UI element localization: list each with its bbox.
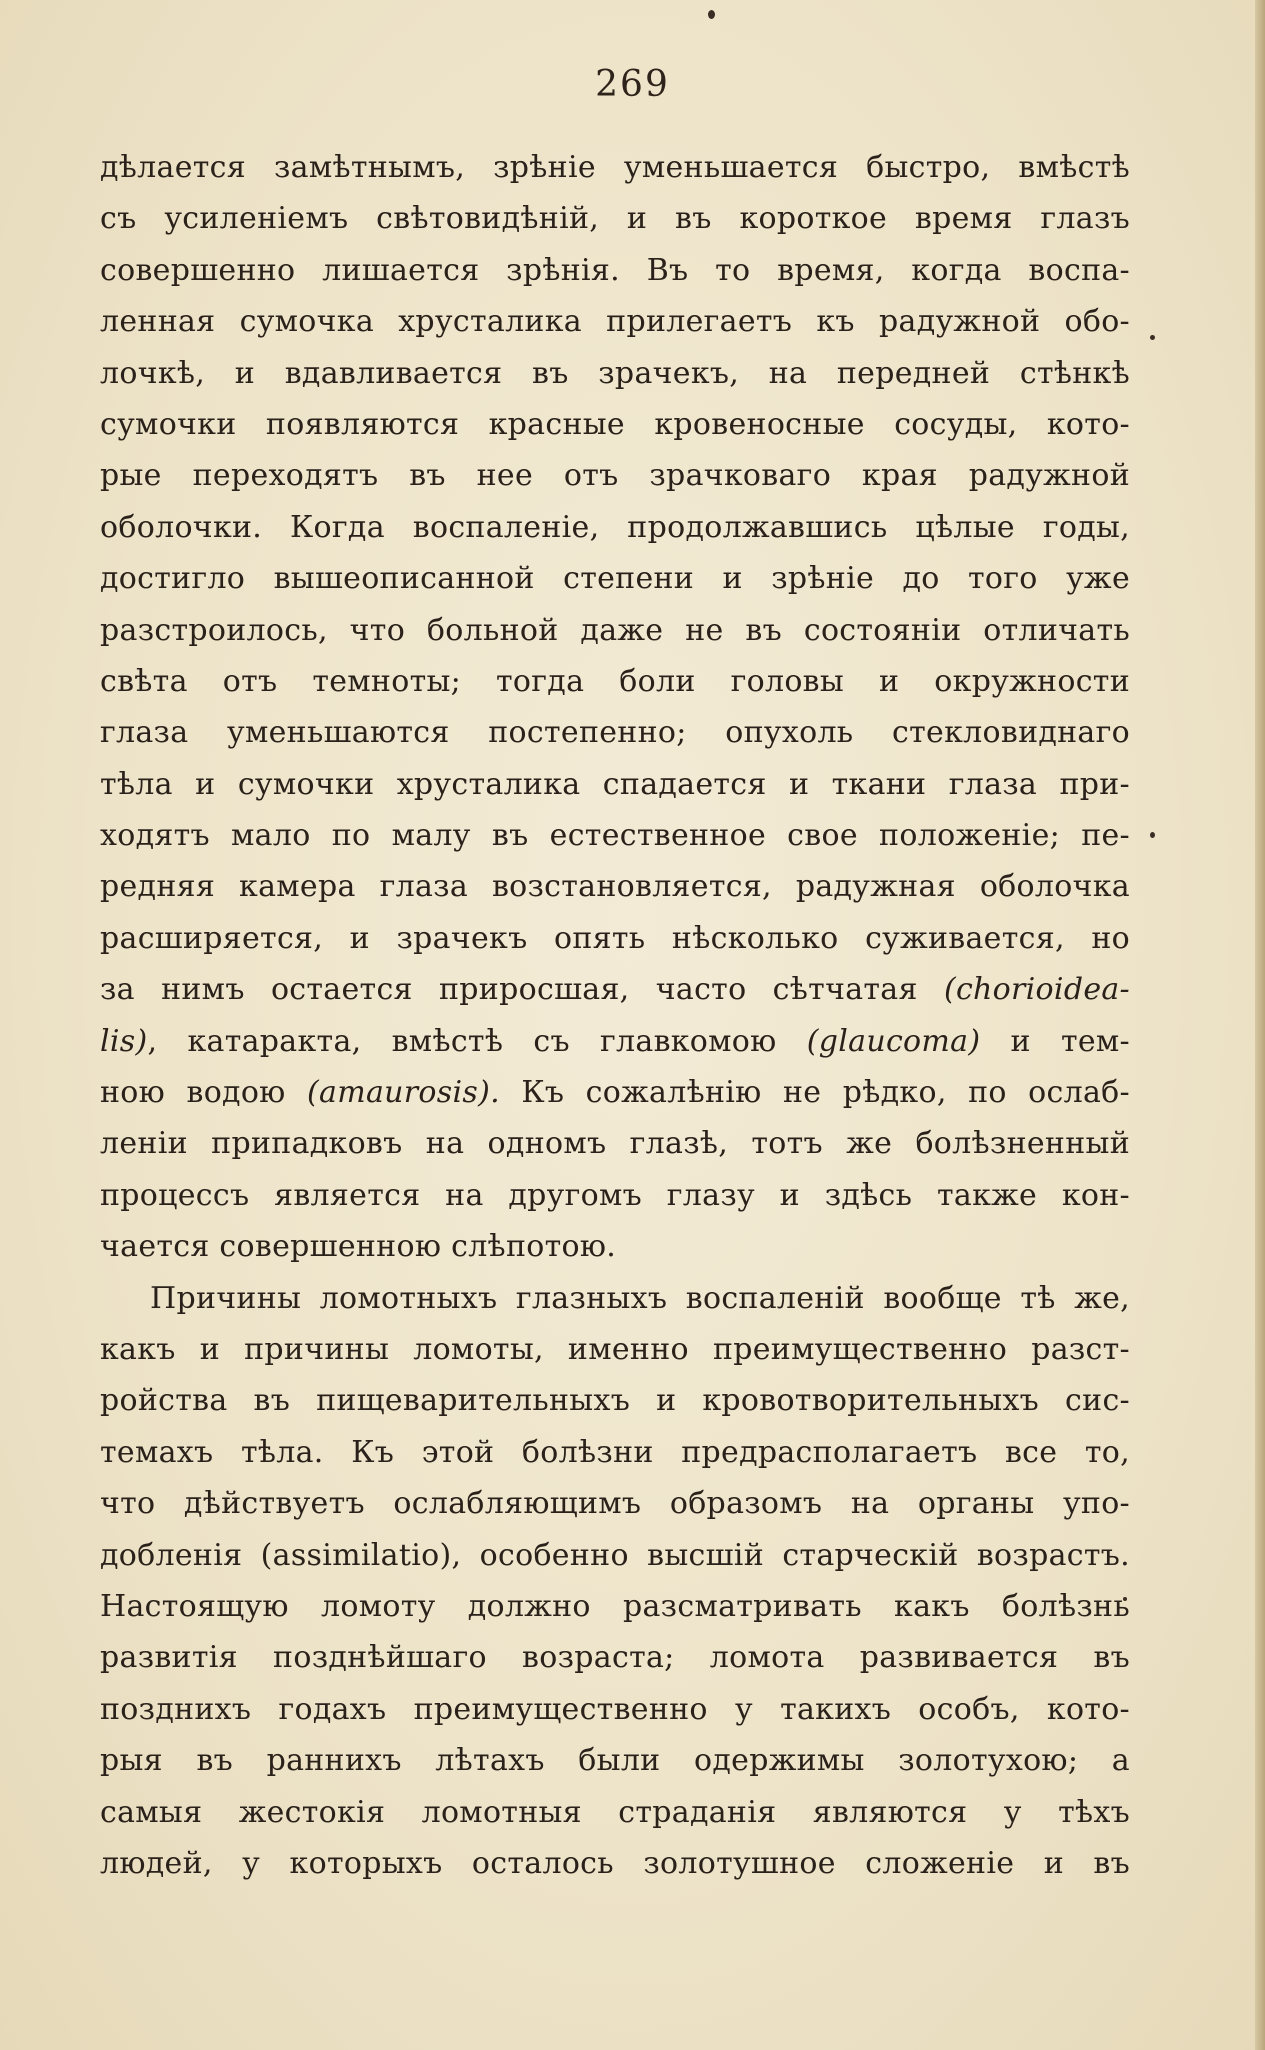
- text-line: [100, 810, 1130, 861]
- text-run: совершенно лишается зрѣнія. Въ то время, когда воспа-: [100, 252, 1130, 288]
- text-run: глаза уменьшаются постепенно; опухоль стекловиднаго: [100, 715, 1130, 751]
- text-line: [100, 296, 1130, 347]
- text-line: [100, 553, 1130, 604]
- text-run: рыя въ раннихъ лѣтахъ были одержимы золотухою; а: [100, 1743, 1130, 1779]
- text-run: рые переходятъ въ нее отъ зрачковаго края радужной: [100, 458, 1130, 494]
- text-run: редняя камера глаза возстановляется, радужная оболочка: [100, 869, 1130, 905]
- text-run: добленія (assimilatio), особенно высшій старческій возрастъ.: [100, 1537, 1130, 1573]
- text-line: [100, 759, 1130, 810]
- text-line: [100, 1170, 1130, 1221]
- text-line: [100, 1787, 1130, 1838]
- text-line: [100, 1221, 1130, 1272]
- text-line: [100, 1581, 1130, 1632]
- text-run: процессъ является на другомъ глазу и здѣсь также кон-: [100, 1177, 1130, 1213]
- text-line: [100, 1530, 1130, 1581]
- latin-term: (chorioidea-: [943, 972, 1130, 1008]
- text-run: Къ сожалѣнію не рѣдко, по ослаб-: [499, 1075, 1130, 1111]
- text-line: [100, 656, 1130, 707]
- text-line: [100, 913, 1130, 964]
- text-line: [100, 399, 1130, 450]
- ink-speck: [708, 10, 715, 19]
- ink-speck: [1150, 832, 1155, 838]
- text-line: [100, 348, 1130, 399]
- text-run: людей, у которыхъ осталось золотушное сложеніе и въ: [100, 1845, 1130, 1881]
- text-run: ленная сумочка хрусталика прилегаетъ къ радужной обо-: [100, 304, 1130, 340]
- text-run: лочкѣ, и вдавливается въ зрачекъ, на передней стѣнкѣ: [100, 355, 1130, 391]
- text-line: [100, 1324, 1130, 1375]
- text-run: сумочки появляются красные кровеносные сосуды, кото-: [100, 406, 1130, 442]
- text-run: ройства въ пищеварительныхъ и кровотворительныхъ сис-: [100, 1383, 1130, 1419]
- text-line: [100, 1427, 1130, 1478]
- body-text: [100, 142, 1130, 1889]
- text-run: и тем-: [980, 1023, 1130, 1059]
- page-edge: [1255, 0, 1265, 2050]
- text-run: ходятъ мало по малу въ естественное свое положеніе; пе-: [100, 818, 1130, 854]
- text-run: ною водою: [100, 1075, 308, 1111]
- text-run: Настоящую ломоту должно разсматривать какъ болѣзнь: [100, 1588, 1130, 1624]
- text-run: леніи припадковъ на одномъ глазѣ, тотъ же болѣзненный: [100, 1126, 1130, 1162]
- text-run: за нимъ остается приросшая, часто сѣтчатая: [100, 972, 944, 1008]
- text-line: [100, 964, 1130, 1015]
- text-line: [100, 245, 1130, 296]
- paragraph: [100, 142, 1130, 1273]
- text-line: [100, 450, 1130, 501]
- text-line: [100, 193, 1130, 244]
- ink-speck: [1150, 335, 1155, 340]
- text-run: достигло вышеописанной степени и зрѣніе до того уже: [100, 561, 1130, 597]
- text-line: [100, 861, 1130, 912]
- text-run: чается совершенною слѣпотою.: [100, 1229, 617, 1265]
- text-run: разстроилось, что больной даже не въ состояніи отличать: [100, 612, 1130, 648]
- text-line: [100, 1067, 1130, 1118]
- text-run: оболочки. Когда воспаленіе, продолжавшись цѣлые годы,: [100, 509, 1130, 545]
- latin-term: (amaurosis).: [307, 1075, 500, 1111]
- text-line: [100, 1273, 1130, 1324]
- text-line: [100, 707, 1130, 758]
- text-run: дѣлается замѣтнымъ, зрѣніе уменьшается быстро, вмѣстѣ: [100, 150, 1130, 185]
- text-run: , катаракта, вмѣстѣ съ главкомою: [147, 1023, 807, 1059]
- latin-term: (glaucoma): [806, 1023, 981, 1059]
- text-run: самыя жестокія ломотныя страданія являются у тѣхъ: [100, 1794, 1130, 1830]
- text-line: [100, 1632, 1130, 1683]
- latin-term: lis): [100, 1023, 148, 1059]
- text-run: съ усиленіемъ свѣтовидѣній, и въ короткое время глазъ: [100, 201, 1130, 237]
- text-run: что дѣйствуетъ ослабляющимъ образомъ на органы упо-: [100, 1486, 1130, 1522]
- text-line: [100, 1375, 1130, 1426]
- text-run: тѣла и сумочки хрусталика спадается и ткани глаза при-: [100, 766, 1130, 802]
- text-line: [100, 1478, 1130, 1529]
- text-line: [100, 1735, 1130, 1786]
- text-run: свѣта отъ темноты; тогда боли головы и окружности: [100, 663, 1130, 699]
- text-line: [100, 605, 1130, 656]
- text-run: темахъ тѣла. Къ этой болѣзни предрасполагаетъ все то,: [100, 1434, 1130, 1470]
- text-run: развитія позднѣйшаго возраста; ломота развивается въ: [100, 1640, 1130, 1676]
- text-line: [100, 142, 1130, 193]
- text-run: расширяется, и зрачекъ опять нѣсколько суживается, но: [100, 920, 1130, 956]
- text-line: [100, 1684, 1130, 1735]
- text-line: [100, 1016, 1130, 1067]
- text-line: [100, 1838, 1130, 1889]
- page-number: 269: [595, 64, 670, 105]
- text-run: какъ и причины ломоты, именно преимущественно разст-: [100, 1331, 1130, 1367]
- text-line: [100, 502, 1130, 553]
- text-run: позднихъ годахъ преимущественно у такихъ особъ, кото-: [100, 1691, 1130, 1727]
- text-run: Причины ломотныхъ глазныхъ воспаленій вообще тѣ же,: [150, 1280, 1130, 1316]
- paragraph: [100, 1273, 1130, 1890]
- text-line: [100, 1118, 1130, 1169]
